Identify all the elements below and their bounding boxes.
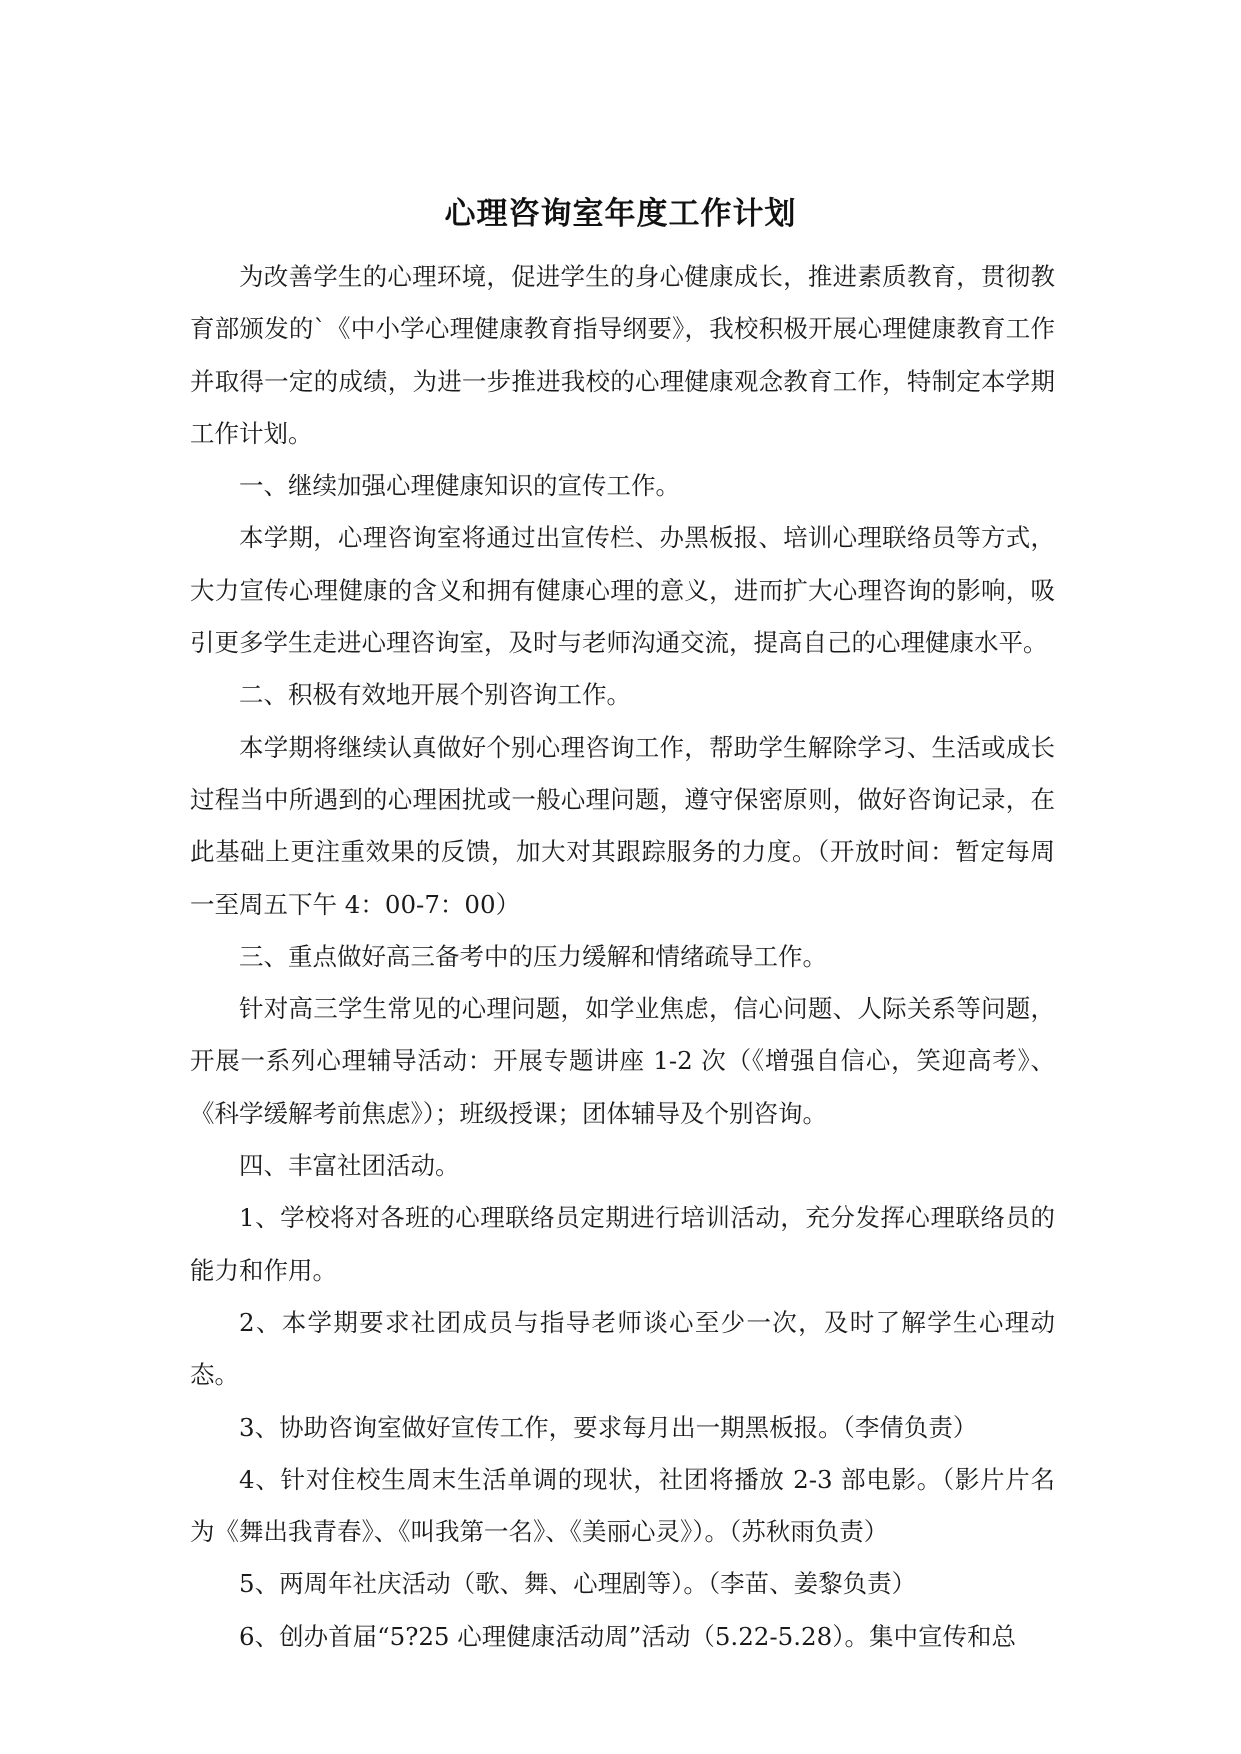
list-item-1: 1、学校将对各班的心理联络员定期进行培训活动，充分发挥心理联络员的能力和作用。 [190,1203,1055,1285]
document-title: 心理咨询室年度工作计划 [444,196,797,232]
list-item-3: 3、协助咨询室做好宣传工作，要求每月出一期黑板报。（李倩负责） [239,1412,978,1442]
section-heading-4: 四、丰富社团活动。 [239,1151,460,1181]
list-item-4: 4、针对住校生周末生活单调的现状，社团将播放 2-3 部电影。（影片片名为《舞出我青春》、《叫我第一名》、《美丽心灵》）。（苏秋雨负责） [190,1464,1055,1547]
paragraph-intro: 为改善学生的心理环境，促进学生的身心健康成长，推进素质教育，贯彻教育部颁发的`《中小学心理健康教育指导纲要》，我校积极开展心理健康教育工作并取得一定的成绩，为进一步推进我校的心理健康观念教育工作，特制定本学期工作计划。 [190,262,1055,448]
section-heading-2: 二、积极有效地开展个别咨询工作。 [239,680,631,710]
document-body [190,251,1055,1663]
section-heading-3: 三、重点做好高三备考中的压力缓解和情绪疏导工作。 [239,941,827,971]
list-item-6: 6、创办首届“5?25 心理健康活动周”活动（5.22-5.28）。集中宣传和总 [239,1621,1016,1651]
section-heading-1: 一、继续加强心理健康知识的宣传工作。 [239,471,680,501]
paragraph-section-1: 本学期，心理咨询室将通过出宣传栏、办黑板报、培训心理联络员等方式，大力宣传心理健康的含义和拥有健康心理的意义，进而扩大心理咨询的影响，吸引更多学生走进心理咨询室，及时与老师沟通交流，提高自己的心理健康水平。 [190,523,1055,658]
list-item-2: 2、本学期要求社团成员与指导老师谈心至少一次，及时了解学生心理动态。 [190,1307,1055,1390]
paragraph-section-3: 针对高三学生常见的心理问题，如学业焦虑，信心问题、人际关系等问题，开展一系列心理辅导活动：开展专题讲座 1-2 次（《增强自信心，笑迎高考》、《科学缓解考前焦虑》）；班级授课；团体辅导及个别咨询。 [190,994,1055,1128]
list-item-5: 5、两周年社庆活动（歌、舞、心理剧等）。（李苗、姜黎负责） [239,1569,917,1599]
paragraph-section-2: 本学期将继续认真做好个别心理咨询工作，帮助学生解除学习、生活或成长过程当中所遇到的心理困扰或一般心理问题，遵守保密原则，做好咨询记录，在此基础上更注重效果的反馈，加大对其跟踪服务的力度。（开放时间：暂定每周一至周五下午 4：00-7：00） [190,732,1055,919]
